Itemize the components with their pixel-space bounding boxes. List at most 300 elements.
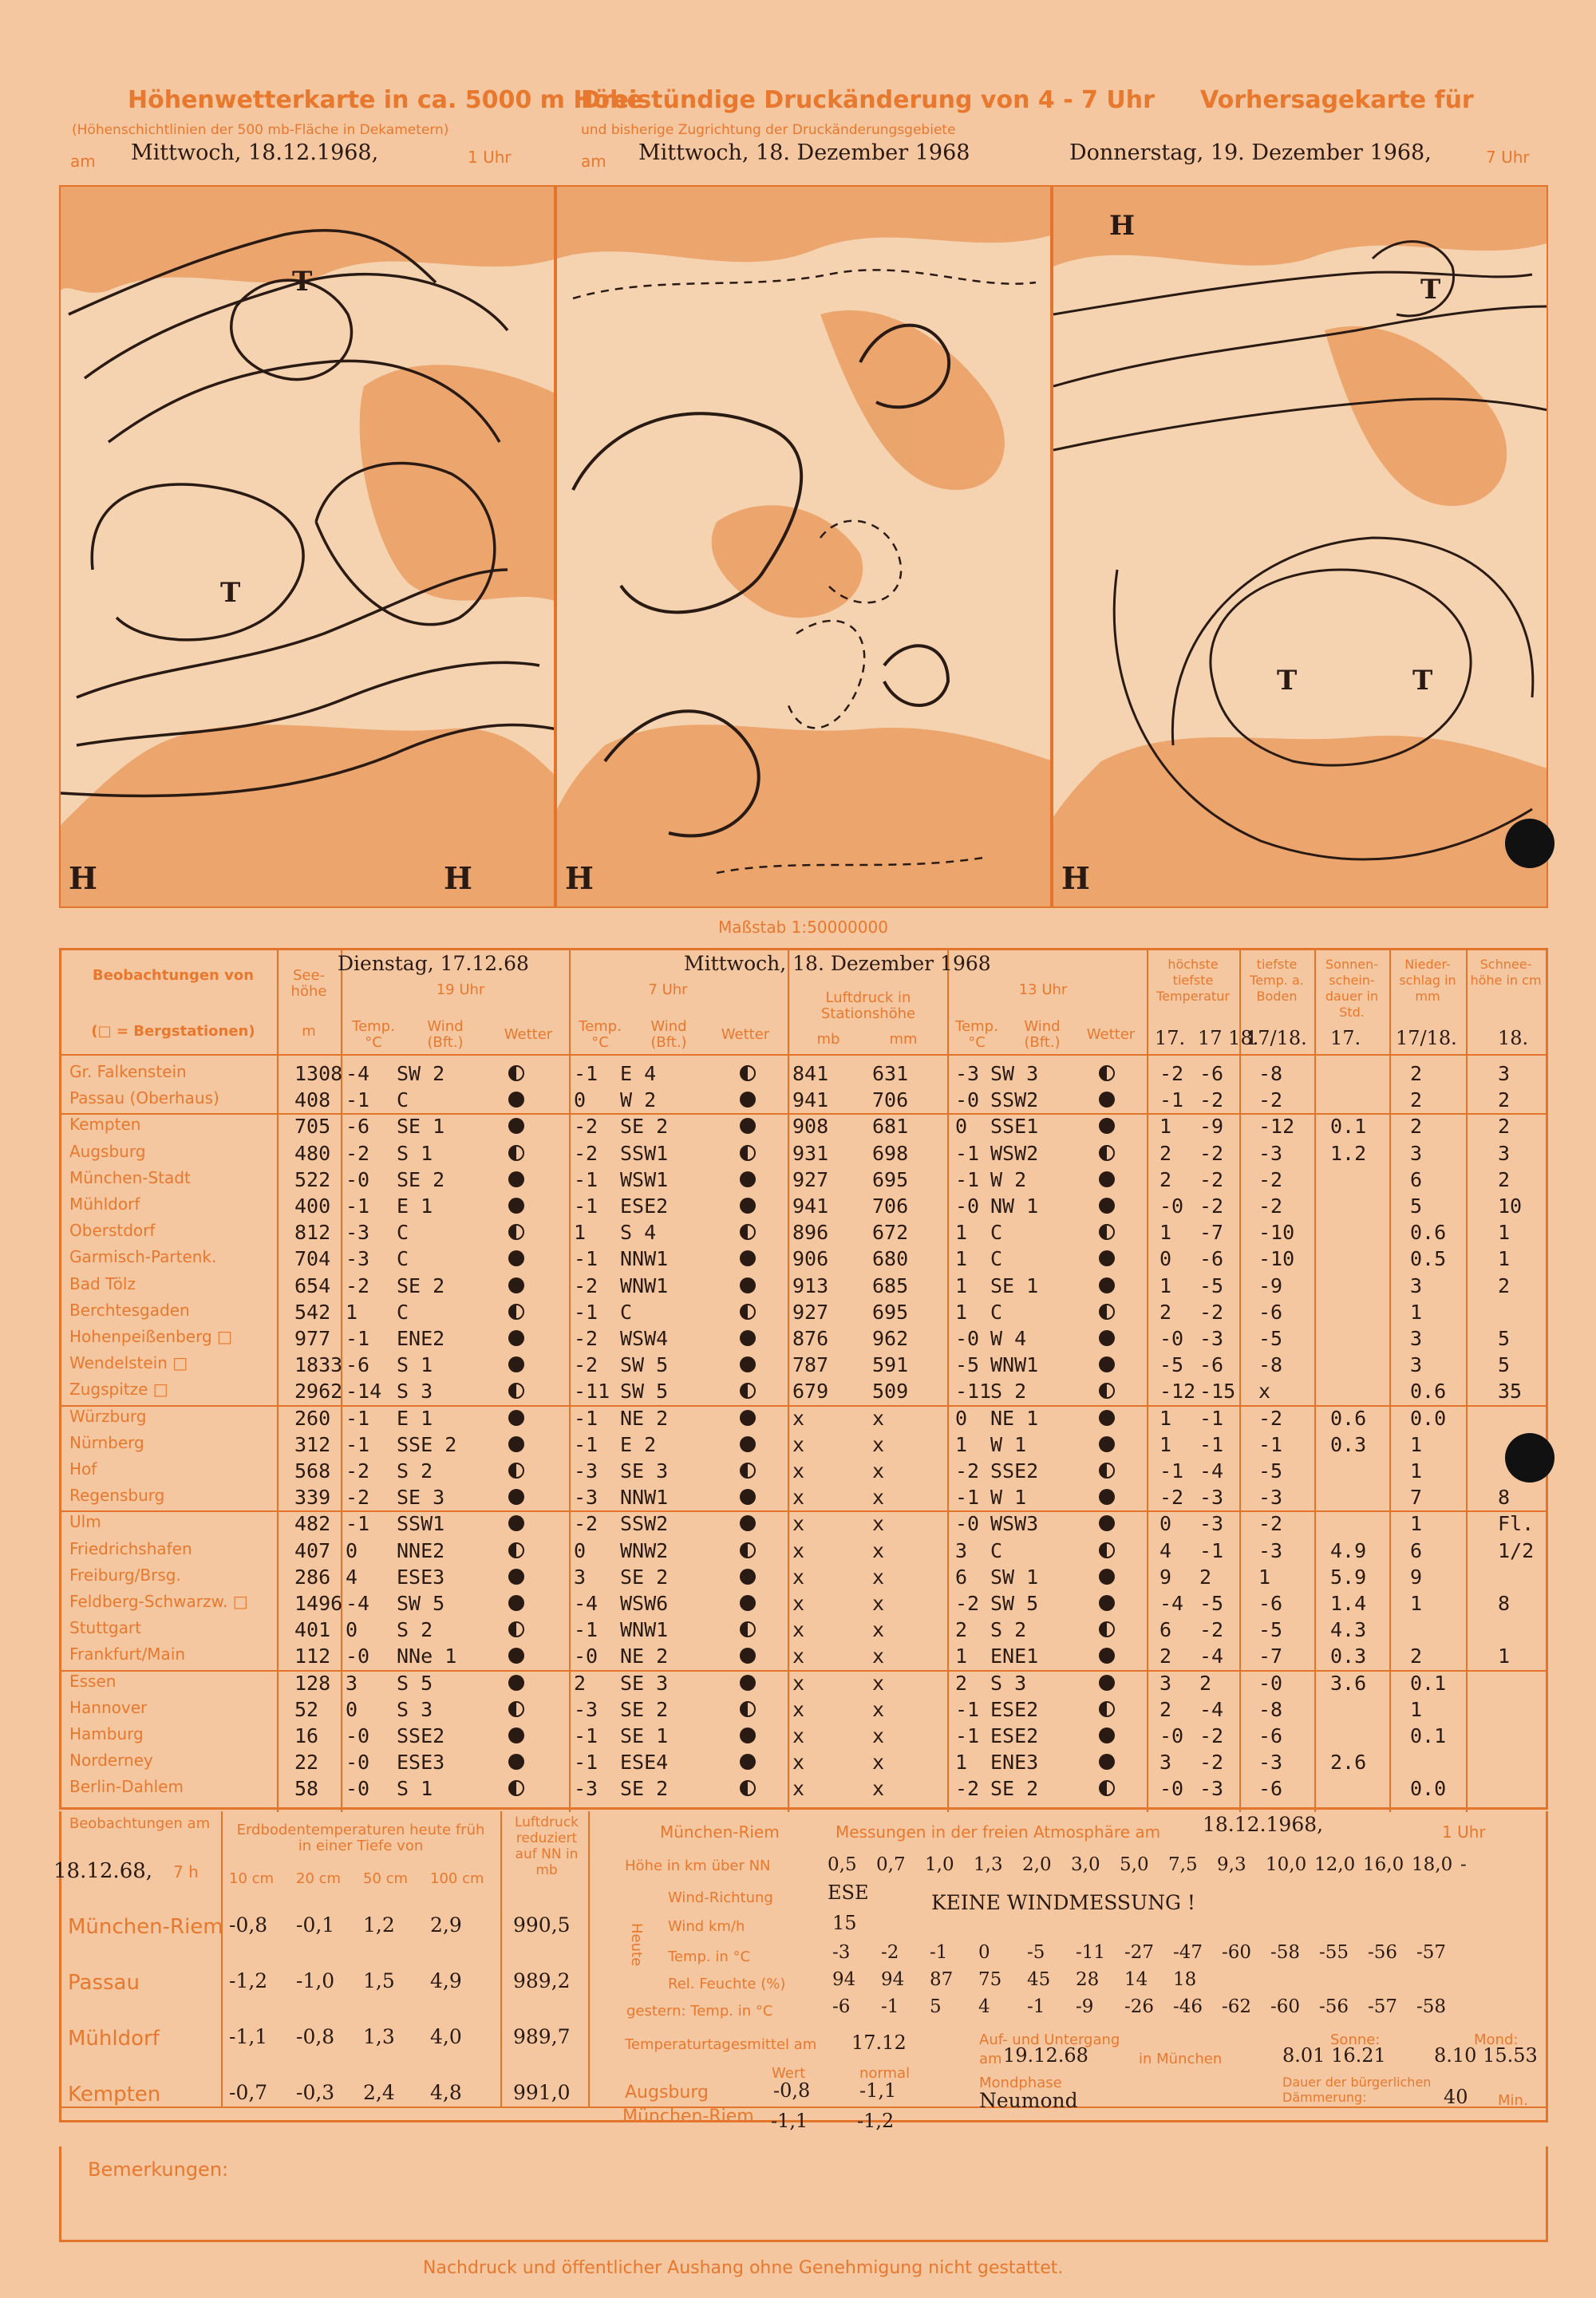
atm-temps-value: -11 bbox=[1076, 1942, 1106, 1963]
d6-header: 18. bbox=[1498, 1027, 1529, 1049]
cell-nied: 1 bbox=[1410, 1512, 1423, 1536]
atm-gestern-value: -1 bbox=[881, 1996, 899, 2017]
cell-t19: -1 bbox=[346, 1406, 370, 1430]
cell-name: Zugspitze □ bbox=[69, 1380, 168, 1400]
cell-sch: 2 bbox=[1498, 1088, 1511, 1112]
cell-w19: NNE2 bbox=[397, 1538, 445, 1562]
table-row bbox=[61, 1696, 1546, 1723]
mondphase-label: Mondphase bbox=[979, 2075, 1062, 2091]
punch-hole bbox=[1505, 819, 1555, 868]
cell-bod: -8 bbox=[1258, 1062, 1283, 1085]
cell-t7: 3 bbox=[574, 1565, 587, 1589]
au-date: 19.12.68 bbox=[1003, 2044, 1088, 2067]
cell-t19: -3 bbox=[346, 1247, 370, 1271]
cell-min: -2 bbox=[1199, 1751, 1224, 1775]
weather-symbol-icon bbox=[740, 1754, 756, 1770]
cell-alt: 408 bbox=[294, 1088, 331, 1112]
cell-nied: 1 bbox=[1410, 1300, 1423, 1324]
cell-bod: -3 bbox=[1258, 1751, 1283, 1775]
cell-mm: 698 bbox=[872, 1141, 909, 1165]
cell-w7: W 2 bbox=[620, 1088, 657, 1112]
cell-bod: -2 bbox=[1258, 1194, 1283, 1218]
cell-w19: SSW1 bbox=[397, 1512, 445, 1536]
cell-w13: SW 5 bbox=[990, 1592, 1039, 1615]
cell-w7: C bbox=[620, 1300, 633, 1324]
cell-bod: -5 bbox=[1258, 1618, 1283, 1642]
depth-header: 10 cm bbox=[229, 1870, 275, 1887]
cell-w13: ESE2 bbox=[990, 1724, 1039, 1747]
soil-temp: -0,1 bbox=[296, 1913, 335, 1937]
weather-symbol-icon bbox=[1099, 1621, 1115, 1637]
height-value: 18,0 bbox=[1412, 1854, 1453, 1875]
cell-t7: -1 bbox=[574, 1194, 598, 1218]
cell-nied: 0.0 bbox=[1410, 1406, 1447, 1430]
weather-symbol-icon bbox=[1099, 1515, 1115, 1531]
temp19-header: Temp. °C bbox=[352, 1018, 395, 1051]
atm-temps-value: -47 bbox=[1173, 1942, 1203, 1963]
weather-symbol-icon bbox=[508, 1092, 524, 1108]
cell-t7: -11 bbox=[574, 1380, 610, 1404]
remarks-box bbox=[59, 2146, 1548, 2242]
moon-times: 8.10 15.53 bbox=[1434, 2044, 1538, 2067]
cell-nied: 3 bbox=[1410, 1353, 1423, 1377]
cell-min: -2 bbox=[1199, 1724, 1224, 1747]
map2-title: Dreistündige Druckänderung von 4 - 7 Uhr bbox=[581, 86, 1155, 114]
weather-symbol-icon bbox=[508, 1727, 524, 1743]
soil-temp: -1,2 bbox=[229, 1969, 268, 1992]
cell-t13: -0 bbox=[955, 1327, 980, 1350]
height-value: 5,0 bbox=[1120, 1854, 1149, 1875]
cell-sch: 2 bbox=[1498, 1273, 1511, 1297]
cell-nied: 2 bbox=[1410, 1115, 1423, 1139]
weather-symbol-icon bbox=[740, 1780, 756, 1796]
cell-w7: WSW6 bbox=[620, 1592, 669, 1615]
weather-symbol-icon bbox=[508, 1515, 524, 1531]
cell-min: -6 bbox=[1199, 1353, 1224, 1377]
cell-nied: 0.6 bbox=[1410, 1221, 1447, 1245]
cell-nied: 1 bbox=[1410, 1459, 1423, 1483]
cell-nied: 1 bbox=[1410, 1697, 1423, 1721]
cell-w13: WSW2 bbox=[990, 1141, 1039, 1165]
neumond: Neumond bbox=[979, 2089, 1078, 2112]
cell-son: 0.6 bbox=[1330, 1406, 1367, 1430]
cell-t19: -0 bbox=[346, 1645, 370, 1668]
tiefst-header: tiefste Temp. a. Boden bbox=[1250, 957, 1304, 1004]
cell-max: 2 bbox=[1159, 1697, 1172, 1721]
cell-t19: -0 bbox=[346, 1724, 370, 1747]
cell-t13: -2 bbox=[955, 1592, 980, 1615]
cell-mm: 695 bbox=[872, 1167, 909, 1191]
cell-max: -5 bbox=[1159, 1353, 1184, 1377]
cell-name: Hohenpeißenberg □ bbox=[69, 1327, 232, 1346]
cell-t19: -4 bbox=[346, 1062, 370, 1085]
weather-symbol-icon bbox=[1099, 1330, 1115, 1346]
cell-name: Stuttgart bbox=[69, 1618, 141, 1638]
weather-symbol-icon bbox=[1099, 1436, 1115, 1452]
cell-sch: 1 bbox=[1498, 1645, 1511, 1668]
obs-label: Beobachtungen am bbox=[69, 1815, 211, 1832]
weather-symbol-icon bbox=[740, 1648, 756, 1664]
cell-bod: -10 bbox=[1258, 1221, 1295, 1245]
riem-normal: -1,2 bbox=[857, 2110, 895, 2132]
cell-w13: W 2 bbox=[990, 1167, 1027, 1191]
nieder-header: Nieder-schlag in mm bbox=[1399, 957, 1456, 1004]
weather-symbol-icon bbox=[508, 1542, 524, 1558]
cell-w19: ENE2 bbox=[397, 1327, 445, 1350]
height-value: - bbox=[1460, 1854, 1467, 1875]
cell-t7: -1 bbox=[574, 1062, 598, 1085]
footer-note: Nachdruck und öffentlicher Aushang ohne Genehmigung nicht gestattet. bbox=[423, 2258, 1064, 2278]
cell-w7: SW 5 bbox=[620, 1380, 669, 1404]
cell-alt: 312 bbox=[294, 1432, 331, 1456]
cell-max: 1 bbox=[1159, 1273, 1172, 1297]
weather-symbol-icon bbox=[508, 1224, 524, 1240]
cell-min: -3 bbox=[1199, 1512, 1224, 1536]
weather-symbol-icon bbox=[1099, 1410, 1115, 1426]
atm-temps-value: -3 bbox=[832, 1942, 851, 1963]
day2-header: Mittwoch, 18. Dezember 1968 bbox=[684, 952, 991, 975]
cell-t19: -1 bbox=[346, 1088, 370, 1112]
cell-name: Wendelstein □ bbox=[69, 1353, 188, 1373]
cell-mm: 681 bbox=[872, 1115, 909, 1139]
cell-sch: 1 bbox=[1498, 1247, 1511, 1271]
atm-temps-value: -60 bbox=[1222, 1942, 1252, 1963]
cell-min: -4 bbox=[1199, 1645, 1224, 1668]
cell-mm: x bbox=[872, 1645, 885, 1668]
soil-title: Erdbodentemperaturen heute früh in einer Tiefe von bbox=[236, 1822, 485, 1854]
cell-t7: 0 bbox=[574, 1088, 587, 1112]
cell-nied: 9 bbox=[1410, 1565, 1423, 1589]
cell-mm: x bbox=[872, 1724, 885, 1747]
observation-table bbox=[59, 948, 1548, 1810]
cell-sch: 10 bbox=[1498, 1194, 1523, 1218]
tmittel-label: Temperaturtagesmittel am bbox=[625, 2036, 817, 2053]
cell-t13: 1 bbox=[955, 1273, 968, 1297]
cell-w13: SW 3 bbox=[990, 1062, 1039, 1085]
weather-symbol-icon bbox=[1099, 1383, 1115, 1399]
cell-t19: -2 bbox=[346, 1486, 370, 1510]
cell-alt: 16 bbox=[294, 1724, 319, 1747]
weather-symbol-icon bbox=[508, 1198, 524, 1214]
weather-symbol-icon bbox=[508, 1489, 524, 1505]
weather-symbol-icon bbox=[740, 1515, 756, 1531]
cell-w13: C bbox=[990, 1300, 1003, 1324]
cell-son: 0.3 bbox=[1330, 1432, 1367, 1456]
weather-symbol-icon bbox=[740, 1569, 756, 1585]
cell-name: Mühldorf bbox=[69, 1194, 140, 1214]
row-feuchte-label: Rel. Feuchte (%) bbox=[668, 1976, 786, 1992]
cell-t13: 1 bbox=[955, 1645, 968, 1668]
cell-max: 2 bbox=[1159, 1167, 1172, 1191]
weather-symbol-icon bbox=[740, 1356, 756, 1372]
cell-name: Würzburg bbox=[69, 1406, 147, 1426]
aufunter-label: Auf- und Untergang bbox=[979, 2031, 1120, 2048]
sonne-label: Sonne: bbox=[1330, 2031, 1381, 2048]
table-row bbox=[61, 1299, 1546, 1325]
cell-mm: 680 bbox=[872, 1247, 909, 1271]
weather-symbol-icon bbox=[508, 1250, 524, 1266]
weather-symbol-icon bbox=[508, 1595, 524, 1611]
cell-mb: x bbox=[792, 1724, 805, 1747]
cell-min: -1 bbox=[1199, 1432, 1224, 1456]
daemmer-label: Dauer der bürgerlichen Dämmerung: bbox=[1282, 2075, 1432, 2105]
cell-w19: E 1 bbox=[397, 1194, 433, 1218]
atm-temps-value: -2 bbox=[881, 1942, 899, 1963]
table-row bbox=[61, 1246, 1546, 1272]
atm-feuchte-value: 45 bbox=[1027, 1969, 1051, 1990]
cell-alt: 2962 bbox=[294, 1380, 343, 1404]
atm-gestern-value: -26 bbox=[1124, 1996, 1155, 2017]
cell-min: -5 bbox=[1199, 1592, 1224, 1615]
wetter7-header: Wetter bbox=[721, 1026, 770, 1043]
kmh-value: 15 bbox=[832, 1912, 857, 1934]
weather-symbol-icon bbox=[508, 1118, 524, 1134]
weather-symbol-icon bbox=[1099, 1250, 1115, 1266]
au-am: am bbox=[979, 2051, 1002, 2067]
cell-alt: 1833 bbox=[294, 1353, 343, 1377]
cell-nied: 2 bbox=[1410, 1645, 1423, 1668]
soil-temp: -1,1 bbox=[229, 2025, 268, 2048]
cell-mb: x bbox=[792, 1777, 805, 1801]
luftdruck-header: Luftdruck in Stationshöhe bbox=[820, 989, 916, 1022]
soil-temp: -1,0 bbox=[296, 1969, 335, 1992]
cell-max: 4 bbox=[1159, 1538, 1172, 1562]
cell-name: Frankfurt/Main bbox=[69, 1645, 186, 1664]
cell-max: 1 bbox=[1159, 1221, 1172, 1245]
cell-name: Passau (Oberhaus) bbox=[69, 1088, 219, 1108]
cell-t19: -6 bbox=[346, 1115, 370, 1139]
cell-t19: -1 bbox=[346, 1327, 370, 1350]
heights-label: Höhe in km über NN bbox=[625, 1858, 771, 1874]
cell-t7: -1 bbox=[574, 1432, 598, 1456]
cell-sch: 3 bbox=[1498, 1141, 1511, 1165]
cell-bod: -5 bbox=[1258, 1459, 1283, 1483]
atm-feuchte-value: 14 bbox=[1124, 1969, 1148, 1990]
cell-max: 1 bbox=[1159, 1115, 1172, 1139]
tmittel-date: 17.12 bbox=[851, 2031, 907, 2054]
cell-alt: 812 bbox=[294, 1221, 331, 1245]
cell-max: 1 bbox=[1159, 1406, 1172, 1430]
table-row bbox=[61, 1167, 1546, 1193]
table-row bbox=[61, 1087, 1546, 1113]
depth-header: 100 cm bbox=[430, 1870, 484, 1887]
cell-bod: -10 bbox=[1258, 1247, 1295, 1271]
cell-mm: x bbox=[872, 1751, 885, 1775]
weather-symbol-icon bbox=[740, 1436, 756, 1452]
cell-mm: x bbox=[872, 1538, 885, 1562]
maps-strip bbox=[59, 185, 1548, 908]
weather-symbol-icon bbox=[1099, 1463, 1115, 1479]
weather-symbol-icon bbox=[740, 1383, 756, 1399]
map1-title: Höhenwetterkarte in ca. 5000 m Höhe bbox=[128, 86, 643, 114]
cell-w19: S 2 bbox=[397, 1459, 433, 1483]
cell-name: Regensburg bbox=[69, 1486, 165, 1506]
atm-gestern-value: -9 bbox=[1076, 1996, 1094, 2017]
cell-t7: -2 bbox=[574, 1512, 598, 1536]
atm-gestern-value: -62 bbox=[1222, 1996, 1252, 2017]
cell-t7: -2 bbox=[574, 1353, 598, 1377]
cell-nied: 7 bbox=[1410, 1486, 1423, 1510]
cell-alt: 400 bbox=[294, 1194, 331, 1218]
cell-nied: 1 bbox=[1410, 1432, 1423, 1456]
cell-bod: -6 bbox=[1258, 1724, 1283, 1747]
cell-w19: E 1 bbox=[397, 1406, 433, 1430]
soil-temp: 4,8 bbox=[430, 2081, 462, 2104]
d1-header: 17. bbox=[1155, 1027, 1186, 1049]
cell-mm: x bbox=[872, 1565, 885, 1589]
cell-w7: SE 2 bbox=[620, 1115, 669, 1139]
cell-bod: -2 bbox=[1258, 1167, 1283, 1191]
cell-min: -2 bbox=[1199, 1141, 1224, 1165]
cell-name: München-Stadt bbox=[69, 1167, 191, 1187]
table-row bbox=[61, 1775, 1546, 1802]
cell-bod: -7 bbox=[1258, 1645, 1283, 1668]
table-row bbox=[61, 1564, 1546, 1590]
cell-min: -2 bbox=[1199, 1088, 1224, 1112]
cell-w7: SE 3 bbox=[620, 1671, 669, 1695]
aug-wert: -0,8 bbox=[773, 2079, 811, 2102]
cell-sch: 1/2 bbox=[1498, 1538, 1535, 1562]
cell-max: -4 bbox=[1159, 1592, 1184, 1615]
atm-time: 1 Uhr bbox=[1442, 1822, 1486, 1842]
cell-mb: x bbox=[792, 1751, 805, 1775]
cell-w19: SE 1 bbox=[397, 1115, 445, 1139]
bemerkungen-label: Bemerkungen: bbox=[88, 2158, 229, 2181]
augsburg-label: Augsburg bbox=[625, 2083, 709, 2103]
cell-son: 3.6 bbox=[1330, 1671, 1367, 1695]
weather-symbol-icon bbox=[740, 1065, 756, 1081]
cell-name: Freiburg/Brsg. bbox=[69, 1565, 181, 1585]
svg-text:T: T bbox=[1277, 665, 1298, 697]
cell-w7: WNW2 bbox=[620, 1538, 669, 1562]
d2-header: 17 18. bbox=[1198, 1027, 1259, 1049]
mb-header: mb bbox=[816, 1031, 840, 1048]
weather-symbol-icon bbox=[508, 1410, 524, 1426]
cell-alt: 401 bbox=[294, 1618, 331, 1642]
cell-sch: 5 bbox=[1498, 1353, 1511, 1377]
cell-sch: 8 bbox=[1498, 1486, 1511, 1510]
cell-alt: 522 bbox=[294, 1167, 331, 1191]
soil-temp: -0,7 bbox=[229, 2081, 268, 2104]
weather-symbol-icon bbox=[740, 1118, 756, 1134]
weather-symbol-icon bbox=[508, 1065, 524, 1081]
table-row bbox=[61, 1193, 1546, 1219]
weather-symbol-icon bbox=[508, 1330, 524, 1346]
weather-symbol-icon bbox=[1099, 1542, 1115, 1558]
atm-gestern-value: -6 bbox=[832, 1996, 851, 2017]
height-value: 0,5 bbox=[828, 1854, 857, 1875]
height-value: 2,0 bbox=[1022, 1854, 1052, 1875]
cell-t13: 2 bbox=[955, 1671, 968, 1695]
weather-symbol-icon bbox=[508, 1780, 524, 1796]
soil-temp: 4,0 bbox=[430, 2025, 462, 2048]
soil-temp: -0,8 bbox=[229, 1913, 268, 1937]
cell-t19: 3 bbox=[346, 1671, 358, 1695]
berg-header: (□ = Bergstationen) bbox=[91, 1023, 255, 1040]
weather-symbol-icon bbox=[740, 1463, 756, 1479]
cell-mb: 927 bbox=[792, 1300, 829, 1324]
cell-min: 2 bbox=[1199, 1565, 1212, 1589]
cell-bod: -6 bbox=[1258, 1300, 1283, 1324]
svg-text:T: T bbox=[292, 266, 313, 298]
cell-son: 5.9 bbox=[1330, 1565, 1367, 1589]
cell-t13: -2 bbox=[955, 1777, 980, 1801]
cell-max: -0 bbox=[1159, 1194, 1184, 1218]
cell-w13: S 2 bbox=[990, 1380, 1027, 1404]
height-value: 10,0 bbox=[1266, 1854, 1307, 1875]
cell-name: Oberstdorf bbox=[69, 1221, 156, 1241]
cell-w19: C bbox=[397, 1247, 409, 1271]
cell-t7: -3 bbox=[574, 1697, 598, 1721]
atm-temps-value: -27 bbox=[1124, 1942, 1155, 1963]
dir-value: ESE bbox=[828, 1881, 869, 1904]
weather-symbol-icon bbox=[1099, 1489, 1115, 1505]
cell-t13: 1 bbox=[955, 1751, 968, 1775]
cell-w13: SSE1 bbox=[990, 1115, 1039, 1139]
cell-name: Garmisch-Partenk. bbox=[69, 1247, 217, 1267]
cell-w13: NW 1 bbox=[990, 1194, 1039, 1218]
cell-mb: x bbox=[792, 1538, 805, 1562]
cell-min: -1 bbox=[1199, 1538, 1224, 1562]
wind13-header: Wind (Bft.) bbox=[1024, 1018, 1061, 1051]
cell-name: Kempten bbox=[69, 1115, 141, 1135]
cell-t13: 3 bbox=[955, 1538, 968, 1562]
cell-t13: 1 bbox=[955, 1432, 968, 1456]
weather-symbol-icon bbox=[508, 1383, 524, 1399]
cell-son: 4.3 bbox=[1330, 1618, 1367, 1642]
cell-w19: S 2 bbox=[397, 1618, 433, 1642]
cell-bod: -2 bbox=[1258, 1088, 1283, 1112]
cell-bod: -3 bbox=[1258, 1538, 1283, 1562]
cell-w7: SE 1 bbox=[620, 1724, 669, 1747]
cell-t19: -3 bbox=[346, 1221, 370, 1245]
cell-w19: S 5 bbox=[397, 1671, 433, 1695]
cell-w13: SSW2 bbox=[990, 1088, 1039, 1112]
cell-w13: ESE2 bbox=[990, 1697, 1039, 1721]
cell-t13: -1 bbox=[955, 1141, 980, 1165]
cell-son: 1.4 bbox=[1330, 1592, 1367, 1615]
weather-symbol-icon bbox=[508, 1675, 524, 1691]
cell-min: -2 bbox=[1199, 1618, 1224, 1642]
cell-mm: 962 bbox=[872, 1327, 909, 1350]
cell-t7: -0 bbox=[574, 1645, 598, 1668]
weather-symbol-icon bbox=[740, 1727, 756, 1743]
cell-nied: 5 bbox=[1410, 1194, 1423, 1218]
cell-max: -0 bbox=[1159, 1327, 1184, 1350]
weather-symbol-icon bbox=[740, 1145, 756, 1161]
cell-t13: 1 bbox=[955, 1300, 968, 1324]
cell-w7: SE 2 bbox=[620, 1697, 669, 1721]
upper-air-map bbox=[59, 185, 555, 908]
cell-t7: -1 bbox=[574, 1300, 598, 1324]
svg-text:H: H bbox=[565, 860, 594, 896]
atm-gestern-value: -46 bbox=[1173, 1996, 1203, 2017]
hour19-header: 19 Uhr bbox=[436, 981, 485, 998]
cell-w19: C bbox=[397, 1088, 409, 1112]
weather-symbol-icon bbox=[1099, 1780, 1115, 1796]
cell-name: Hof bbox=[69, 1459, 97, 1479]
row-gestern-label: gestern: Temp. in °C bbox=[626, 2003, 773, 2020]
cell-w7: WSW4 bbox=[620, 1327, 669, 1350]
atm-gestern-value: -60 bbox=[1270, 1996, 1301, 2017]
cell-mb: 931 bbox=[792, 1141, 829, 1165]
cell-mm: 631 bbox=[872, 1062, 909, 1085]
cell-nied: 0.5 bbox=[1410, 1247, 1447, 1271]
height-value: 1,0 bbox=[925, 1854, 954, 1875]
cell-alt: 1496 bbox=[294, 1592, 343, 1615]
cell-t19: 0 bbox=[346, 1618, 358, 1642]
table-row bbox=[61, 1484, 1546, 1510]
